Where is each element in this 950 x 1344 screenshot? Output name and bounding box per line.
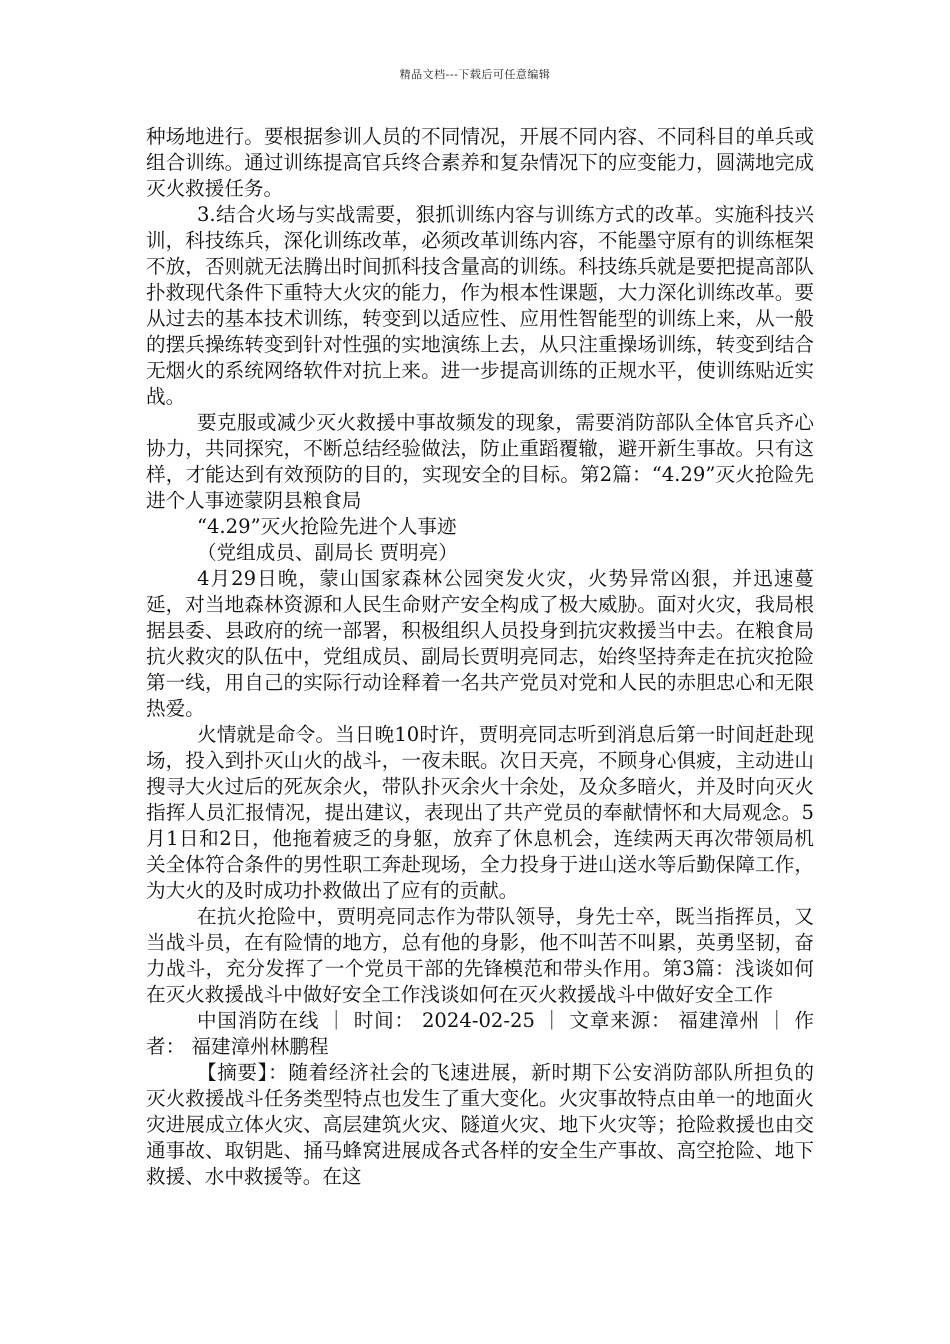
paragraph-abstract: 【摘要】：随着经济社会的飞速进展，新时期下公安消防部队所担负的灭火救援战斗任务类型特点也发生了重大变化。火灾事故特点由单一的地面火灾进展成立体火灾、高层建筑火灾、隧道火灾、地下火灾等；抢险救援也由交通事故、取钥匙、捅马蜂窝进展成各式各样的安全生产事故、高空抢险、地下救援、水中救援等。在这 [146, 1061, 814, 1188]
paragraph-training-continuation: 种场地进行。要根据参训人员的不同情况，开展不同内容、不同科目的单兵或组合训练。通过训练提高官兵终合素养和复杂情况下的应变能力，圆满地完成灭火救援任务。 [146, 125, 814, 200]
paragraph-training-reform: 3.结合火场与实战需要，狠抓训练内容与训练方式的改革。实施科技兴训，科技练兵，深化训练改革，必须改革训练内容，不能墨守原有的训练框架不放，否则就无法腾出时间抓科技含量高的训练。科技练兵就是要把提高部队扑救现代条件下重特大火灾的能力，作为根本性课题，大力深化训练改革。要从过去的基本技术训练，转变到以适应性、应用性智能型的训练上来，从一般的摆兵操练转变到针对性强的实地演练上去，从只注重操场训练，转变到结合无烟火的系统网络软件对抗上来。进一步提高训练的正规水平，使训练贴近实战。 [146, 203, 814, 408]
article-meta-line: 中国消防在线 ｜ 时间： 2024-02-25 ｜ 文章来源： 福建漳州 ｜ 作者： 福建漳州林鹏程 [146, 1009, 814, 1058]
paragraph-fire-response: 火情就是命令。当日晚10时许，贾明亮同志听到消息后第一时间赶赴现场，投入到扑灭山火的战斗，一夜未眠。次日天亮，不顾身心俱疲，主动进山搜寻大火过后的死灰余火，带队扑灭余火十余处，及众多暗火，并及时向灭火指挥人员汇报情况，提出建议，表现出了共产党员的奉献情怀和大局观念。5月1日和2日，他拖着疲乏的身躯，放弃了休息机会，连续两天再次带领局机关全体符合条件的男性职工奔赴现场，全力投身于进山送水等后勤保障工作，为大火的及时成功扑救做出了应有的贡献。 [146, 723, 814, 902]
article-byline-429: （党组成员、副局长 贾明亮） [196, 541, 458, 564]
page-header: 精品文档---下载后可任意编辑 [399, 68, 551, 81]
document-body [146, 124, 814, 1190]
paragraph-fire-event: 4月29日晚，蒙山国家森林公园突发火灾，火势异常凶狠，并迅速蔓延，对当地森林资源和人民生命财产安全构成了极大威胁。面对火灾，我局根据县委、县政府的统一部署，积极组织人员投身到抗灾救援当中去。在粮食局抗火救灾的队伍中，党组成员、副局长贾明亮同志，始终坚持奔走在抗灾抢险第一线，用自己的实际行动诠释着一名共产党员对党和人民的赤胆忠心和无限热爱。 [146, 567, 814, 720]
paragraph-accident-prevention: 要克服或减少灭火救援中事故频发的现象，需要消防部队全体官兵齐心协力，共同探究，不断总结经验做法，防止重蹈覆辙，避开新生事故。只有这样，才能达到有效预防的目的，实现安全的目标。第2篇：“4.29”灭火抢险先进个人事迹蒙阴县粮食局 [146, 411, 814, 512]
article-title-429: “4.29”灭火抢险先进个人事迹 [196, 515, 457, 538]
paragraph-leadership: 在抗火抢险中，贾明亮同志作为带队领导，身先士卒，既当指挥员，又当战斗员，在有险情的地方，总有他的身影，他不叫苦不叫累，英勇坚韧，奋力战斗，充分发挥了一个党员干部的先锋模范和带头作用。第3篇：浅谈如何在灭火救援战斗中做好安全工作浅谈如何在灭火救援战斗中做好安全工作 [146, 905, 814, 1006]
